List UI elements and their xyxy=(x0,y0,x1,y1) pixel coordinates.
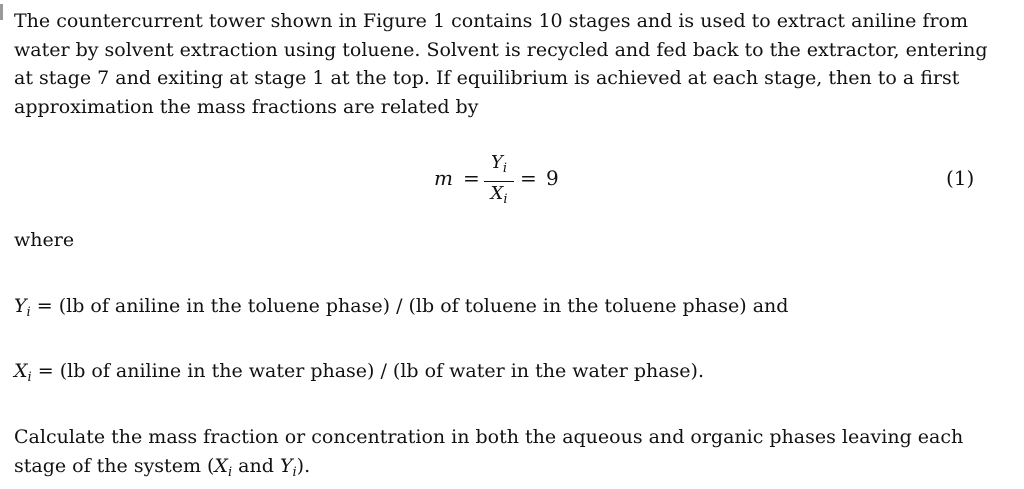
problem-intro: The countercurrent tower shown in Figure 1 contains 10 stages and is used to extract aniline from water by solvent extraction using toluene. Solvent is recycled and fed back to the extractor, entering at stage 7 and exiting at stage 1 at the top. If equilibrium is achieved at each stage, then to a first approximation the mass fractions are related by xyxy=(14,10,988,118)
eq-equals-sign: = xyxy=(463,166,480,190)
equation-1 xyxy=(0,152,1024,208)
eq-fraction xyxy=(484,152,514,211)
where-label: where xyxy=(14,229,75,251)
eq-value: 9 xyxy=(546,166,559,190)
eq-numerator: $Y_i$ xyxy=(490,152,508,176)
x-definition: $X_i = (lb$ of aniline in the water phase) / (lb of water in the water phase). xyxy=(14,360,705,385)
fraction-bar xyxy=(484,181,514,182)
eq-lhs: m xyxy=(434,166,453,190)
eq-equals-sign-2: = xyxy=(520,166,537,190)
equation-number: (1) xyxy=(946,166,975,190)
y-definition: $Y_i = (lb$ of aniline in the toluene phase) / (lb of toluene in the toluene phase) and xyxy=(14,295,789,320)
question-text: Calculate the mass fraction or concentration in both the aqueous and organic phases leaving each stage of the system ($X_i$ and $Y_i$). xyxy=(14,426,964,480)
left-edge-mark xyxy=(0,4,3,20)
eq-denominator: $X_i$ xyxy=(490,183,508,207)
